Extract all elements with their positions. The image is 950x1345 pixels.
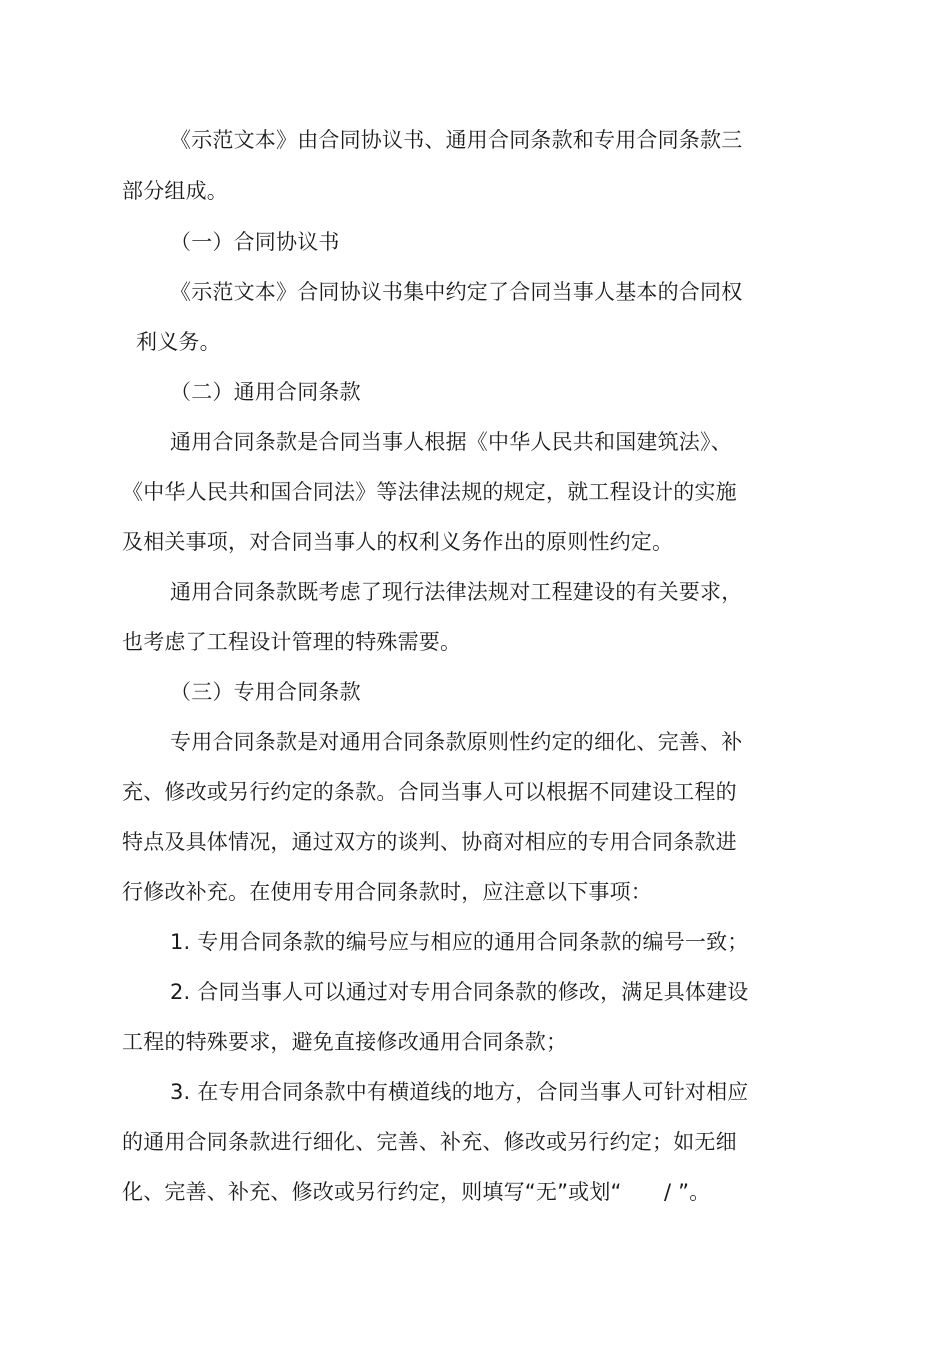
paragraph-line: 化、完善、补充、修改或另行约定，则填写“无”或划“ / ”。 [122, 1180, 711, 1204]
paragraph-line: 特点及具体情况，通过双方的谈判、协商对相应的专用合同条款进 [122, 830, 737, 854]
paragraph-line: 行修改补充。在使用专用合同条款时，应注意以下事项： [122, 880, 652, 904]
list-item: 1. 专用合同条款的编号应与相应的通用合同条款的编号一致； [170, 930, 749, 954]
list-item: 2. 合同当事人可以通过对专用合同条款的修改，满足具体建设 [170, 980, 749, 1004]
paragraph-line: 《示范文本》由合同协议书、通用合同条款和专用合同条款三 [170, 128, 743, 152]
paragraph-line: 利义务。 [136, 330, 221, 354]
paragraph-line: 《中华人民共和国合同法》等法律法规的规定，就工程设计的实施 [122, 480, 737, 504]
section-heading: （一）合同协议书 [170, 230, 340, 254]
paragraph-line: 专用合同条款是对通用合同条款原则性约定的细化、完善、补 [170, 730, 743, 754]
paragraph-line: 充、修改或另行约定的条款。合同当事人可以根据不同建设工程的 [122, 780, 737, 804]
paragraph-line: 通用合同条款既考虑了现行法律法规对工程建设的有关要求， [170, 580, 743, 604]
paragraph-line: 部分组成。 [122, 179, 228, 203]
paragraph-line: 工程的特殊要求，避免直接修改通用合同条款； [122, 1030, 568, 1054]
paragraph-line: 《示范文本》合同协议书集中约定了合同当事人基本的合同权 [170, 280, 743, 304]
section-heading: （二）通用合同条款 [170, 380, 361, 404]
list-item: 3. 在专用合同条款中有横道线的地方，合同当事人可针对相应 [170, 1080, 749, 1104]
paragraph-line: 通用合同条款是合同当事人根据《中华人民共和国建筑法》、 [170, 430, 732, 454]
paragraph-line: 及相关事项，对合同当事人的权利义务作出的原则性约定。 [122, 530, 674, 554]
paragraph-line: 也考虑了工程设计管理的特殊需要。 [122, 630, 462, 654]
paragraph-line: 的通用合同条款进行细化、完善、补充、修改或另行约定；如无细 [122, 1130, 737, 1154]
section-heading: （三）专用合同条款 [170, 680, 361, 704]
